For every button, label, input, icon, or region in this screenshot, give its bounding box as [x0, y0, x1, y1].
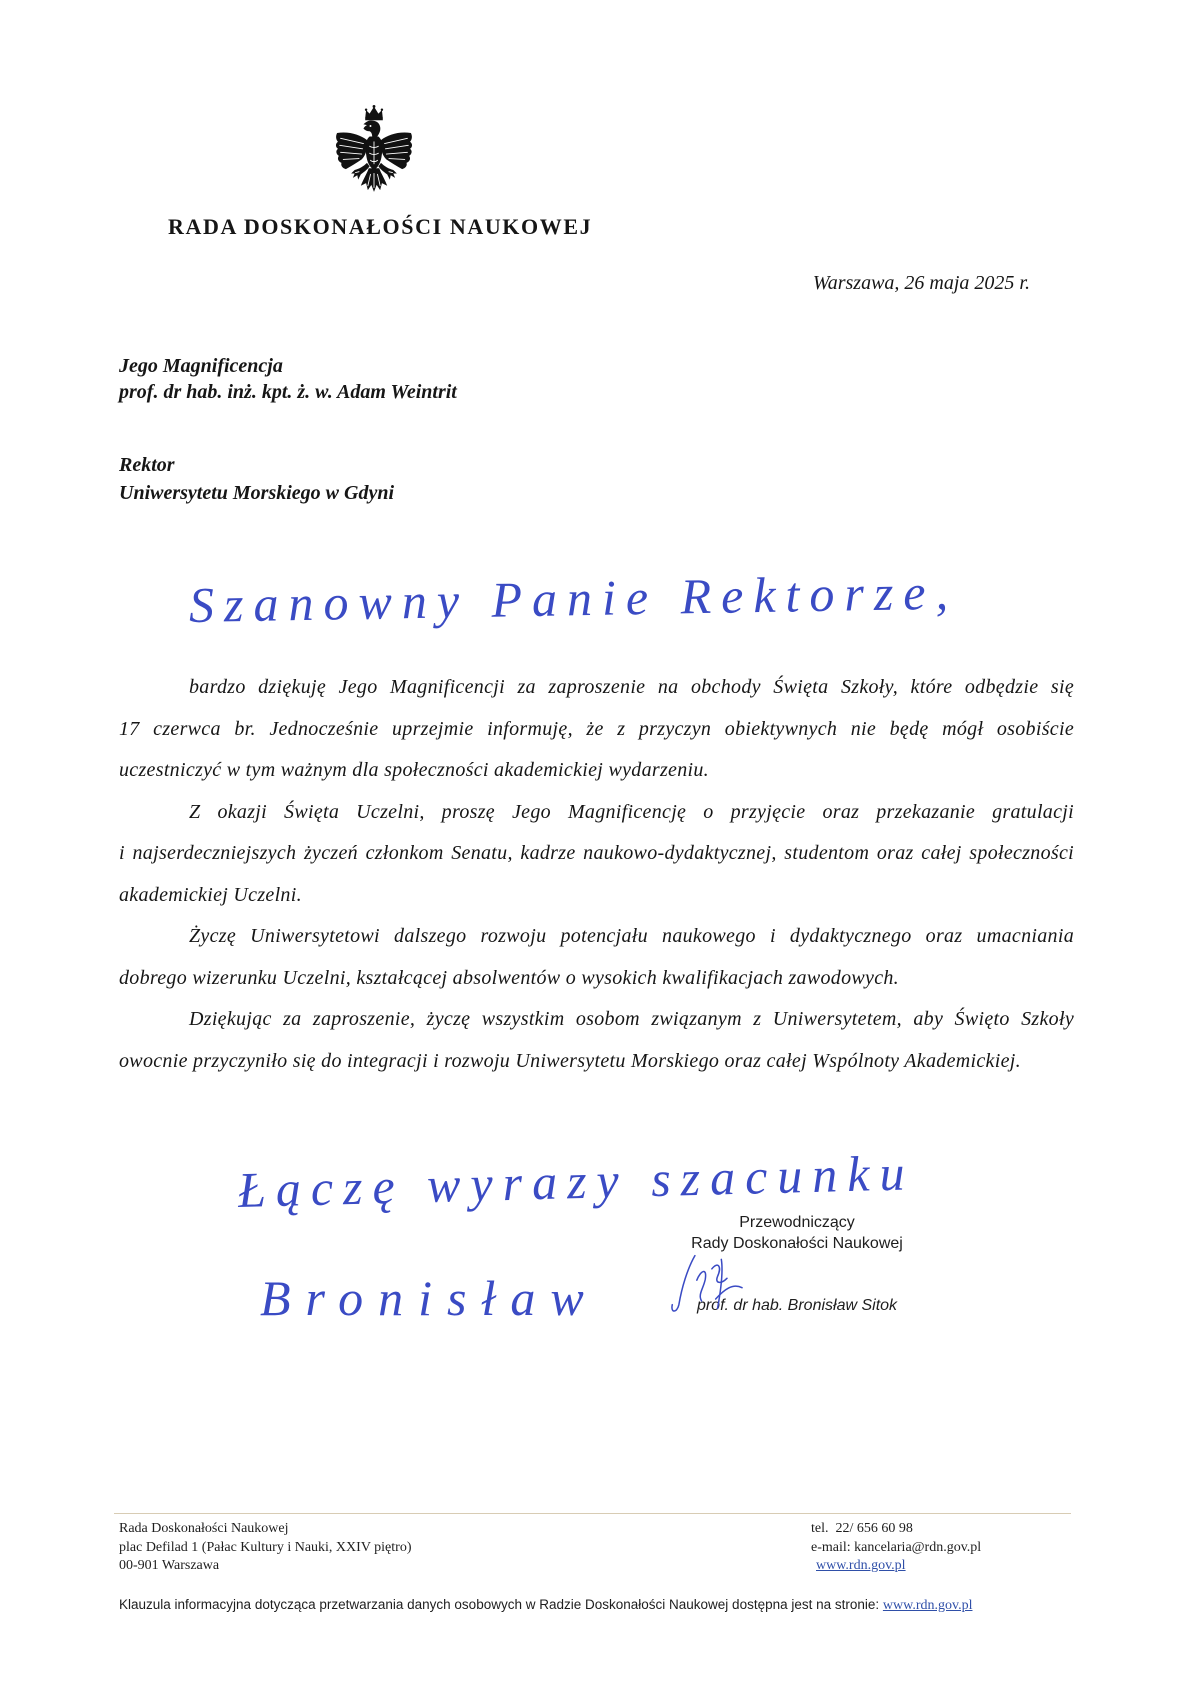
footer-street: plac Defilad 1 (Pałac Kultury i Nauki, XXIV piętro): [119, 1539, 412, 1555]
privacy-clause-link[interactable]: www.rdn.gov.pl: [882, 1598, 973, 1613]
closing-handwritten: Łączę wyrazy szacunku: [237, 1144, 916, 1218]
footer-address: [119, 1520, 412, 1576]
addressee-position: Rektor: [119, 454, 175, 476]
paragraph-line: bardzo dziękuję Jego Magnificencji za zaproszenie na obchody Święta Szkoły, które odbędzie się: [189, 676, 1074, 698]
paragraph-line: 17 czerwca br. Jednocześnie uprzejmie informuję, że z przyczyn obiektywnych nie będę mógł osobiście: [119, 717, 1074, 740]
paragraph-line: owocnie przyczyniło się do integracji i rozwoju Uniwersytetu Morskiego oraz całej Wspólnoty Akademickiej.: [119, 1049, 1021, 1072]
institution-name: RADA DOSKONAŁOŚCI NAUKOWEJ: [168, 214, 593, 239]
paragraph-line: Życzę Uniwersytetowi dalszego rozwoju potencjału naukowego i dydaktycznego oraz umacniania: [189, 925, 1074, 947]
addressee-name: prof. dr hab. inż. kpt. ż. w. Adam Weintrit: [119, 381, 457, 403]
paragraph-line: dobrego wizerunku Uczelni, kształcącej absolwentów o wysokich kwalifikacjach zawodowych.: [119, 966, 899, 989]
eagle-emblem-icon: [330, 104, 418, 206]
paragraph-line: Dziękując za zaproszenie, życzę wszystkim osobom związanym z Uniwersytetem, aby Święto Szkoły: [189, 1008, 1074, 1030]
privacy-clause: [119, 1596, 972, 1615]
paragraph-line: uczestniczyć w tym ważnym dla społeczności akademickiej wydarzeniu.: [119, 759, 709, 781]
letter-body: [119, 667, 1074, 1082]
signatory-name: prof. dr hab. Bronisław Sitok: [696, 1297, 898, 1314]
footer-city: 00-901 Warszawa: [119, 1558, 220, 1573]
paragraph-line: Z okazji Święta Uczelni, proszę Jego Magnificencję o przyjęcie oraz przekazanie gratulacji: [189, 800, 1074, 823]
paragraph-line: akademickiej Uczelni.: [119, 883, 302, 906]
privacy-clause-text: Klauzula informacyjna dotycząca przetwarzania danych osobowych w Radzie Doskonałości Naukowej dostępna jest na stronie:: [119, 1597, 883, 1612]
signatory-title: Przewodniczący: [739, 1214, 855, 1231]
salutation-handwritten: Szanowny Panie Rektorze,: [188, 563, 959, 633]
footer-org-name: Rada Doskonałości Naukowej: [119, 1521, 289, 1536]
signature-scribble: [662, 1250, 758, 1316]
footer-contact: [811, 1520, 981, 1576]
letter-date: Warszawa, 26 maja 2025 r.: [812, 272, 1030, 294]
footer-email: e-mail: kancelaria@rdn.gov.pl: [811, 1539, 982, 1555]
footer-website-link[interactable]: www.rdn.gov.pl: [816, 1558, 906, 1573]
addressee-institution: Uniwersytetu Morskiego w Gdyni: [119, 482, 395, 504]
addressee-person: [119, 353, 457, 405]
addressee-honorific: Jego Magnificencja: [119, 355, 283, 377]
footer-phone: tel. 22/ 656 60 98: [811, 1521, 913, 1536]
signatory-body: Rady Doskonałości Naukowej: [691, 1235, 903, 1252]
paragraph-line: i najserdeczniejszych życzeń członkom Senatu, kadrze naukowo-dydaktycznej, studentom oraz całej społeczności: [119, 842, 1074, 864]
footer-divider: [114, 1513, 1071, 1514]
addressee-office: [119, 451, 394, 507]
closing-name-handwritten: Bronisław: [260, 1270, 599, 1326]
